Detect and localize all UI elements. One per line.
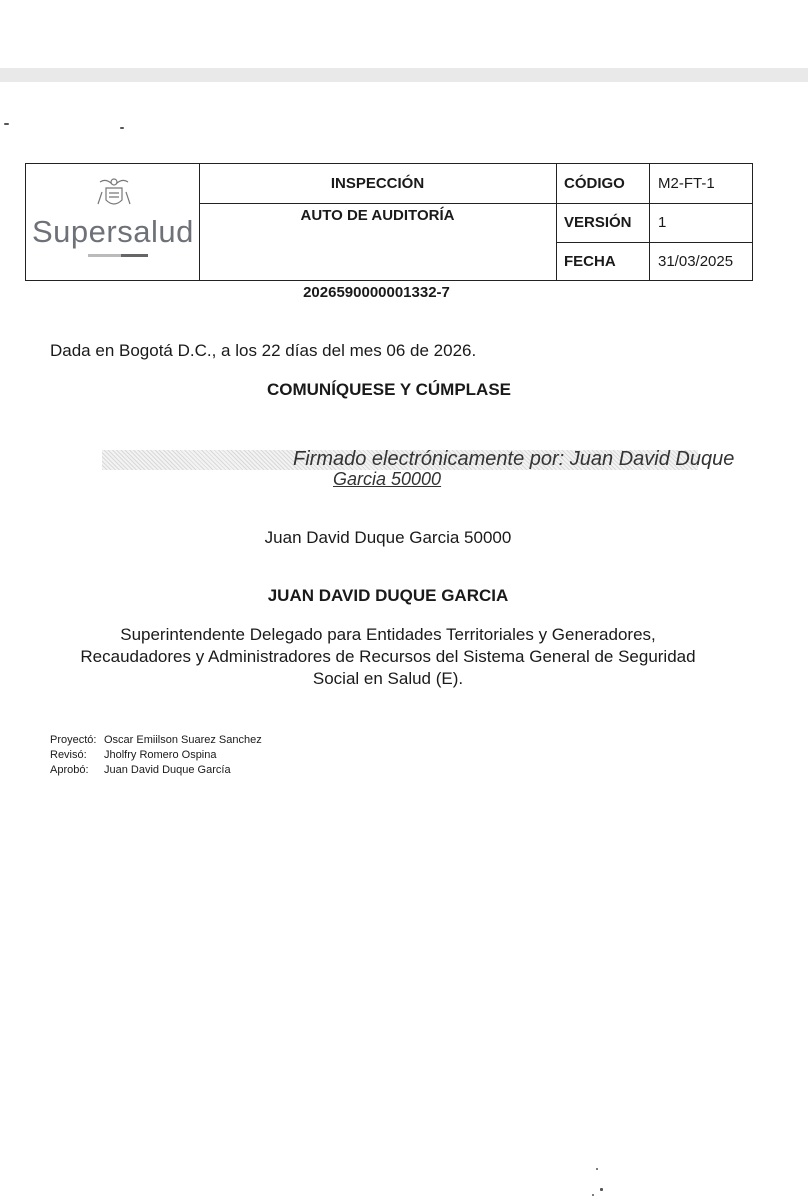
code-value: M2-FT-1 [658, 175, 715, 192]
logo-tagline-mark [88, 254, 148, 257]
scan-speck [600, 1188, 603, 1191]
document-header-table [25, 163, 753, 281]
scan-speck [592, 1194, 594, 1196]
projected-label: Proyectó: [50, 734, 97, 746]
version-label: VERSIÓN [564, 214, 632, 231]
scan-speck [4, 123, 9, 125]
scan-speck [120, 127, 124, 129]
approved-label: Aprobó: [50, 764, 89, 776]
version-value: 1 [658, 214, 667, 231]
logo-wordmark: Supersalud [32, 214, 194, 249]
date-label: FECHA [564, 252, 616, 270]
reviewed-label: Revisó: [50, 749, 87, 761]
signer-title-line-2: Recaudadores y Administradores de Recursos del Sistema General de Seguridad [80, 647, 696, 666]
e-signature-line-2: Garcia 50000 [333, 469, 442, 489]
e-signature-line-1: Firmado electrónicamente por: Juan David Duque [293, 448, 735, 470]
coat-of-arms-icon [92, 174, 136, 218]
date-value: 31/03/2025 [658, 252, 734, 270]
approved-value: Juan David Duque García [104, 764, 231, 776]
scan-speck [596, 1168, 598, 1170]
scan-shadow-band [0, 68, 808, 82]
signer-identifier: Juan David Duque Garcia 50000 [264, 528, 512, 547]
reviewed-value: Jholfry Romero Ospina [104, 749, 217, 761]
closing-formula: COMUNÍQUESE Y CÚMPLASE [266, 380, 512, 399]
signer-title-line-3: Social en Salud (E). [312, 669, 464, 688]
process-title: INSPECCIÓN [330, 175, 425, 192]
projected-value: Oscar Emiilson Suarez Sanchez [104, 734, 262, 746]
signer-title-line-1: Superintendente Delegado para Entidades Territoriales y Generadores, [120, 625, 656, 644]
radicado-number: 2026590000001332-7 [303, 284, 450, 301]
issued-statement: Dada en Bogotá D.C., a los 22 días del mes 06 de 2026. [50, 341, 477, 360]
supersalud-logo [26, 164, 200, 280]
signer-name: JUAN DAVID DUQUE GARCIA [267, 586, 509, 605]
code-label: CÓDIGO [564, 175, 625, 192]
document-type-title: AUTO DE AUDITORÍA [300, 206, 455, 224]
